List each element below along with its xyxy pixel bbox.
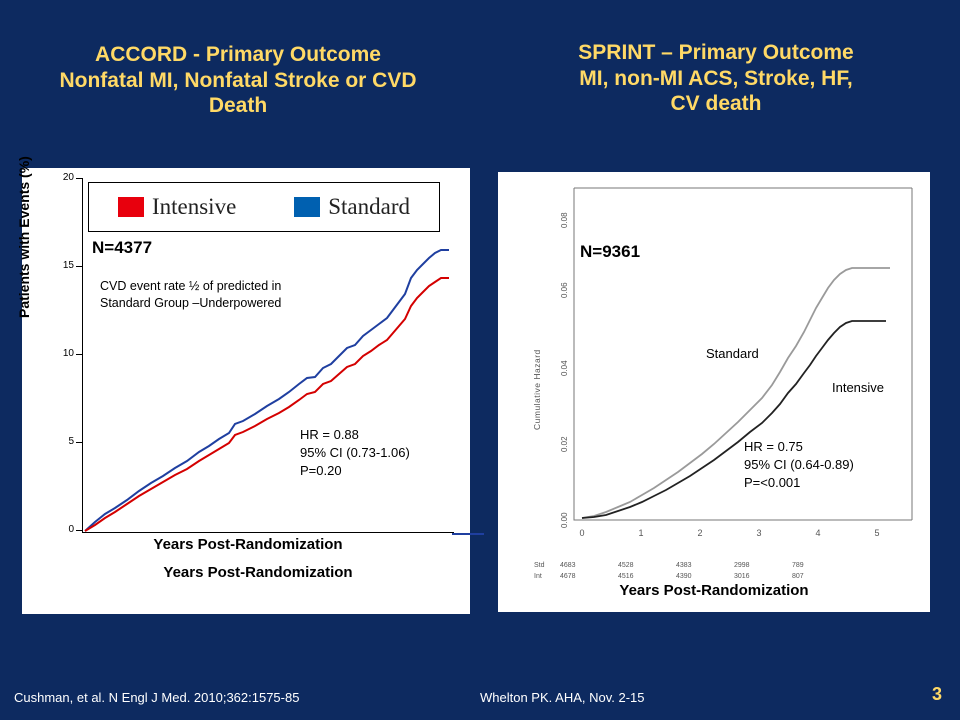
accord-title-line2: Nonfatal MI, Nonfatal Stroke or CVD [59, 68, 417, 92]
sprint-ytick-004: 0.04 [560, 360, 569, 376]
sprint-x-axis-label: Years Post-Randomization [619, 582, 809, 599]
accord-legend-label-standard: Standard [328, 194, 410, 219]
sprint-hr: HR = 0.75 [744, 439, 803, 454]
accord-legend-label-intensive: Intensive [151, 194, 237, 219]
sprint-ci: 95% CI (0.64-0.89) [744, 457, 854, 473]
sprint-plot-container [514, 180, 914, 580]
sprint-xtick-1: 1 [638, 528, 644, 538]
risk-int-4: 807 [792, 573, 804, 580]
risk-int-3: 3016 [734, 573, 750, 580]
risk-std-1: 4528 [618, 562, 634, 569]
sprint-ytick-006: 0.06 [560, 282, 569, 298]
sprint-curves [514, 180, 914, 548]
sprint-series-label-standard: Standard [706, 346, 759, 361]
accord-hr: HR = 0.88 [300, 427, 359, 442]
accord-ytick-10: 10 [62, 348, 74, 359]
slide-number: 3 [931, 684, 942, 704]
accord-ytick-5: 5 [68, 436, 74, 447]
accord-ytick-0: 0 [68, 524, 74, 535]
sprint-series-label-intensive: Intensive [832, 380, 885, 395]
accord-legend [88, 182, 440, 232]
citation-accord: Cushman, et al. N Engl J Med. 2010;362:1575-85 [14, 690, 300, 705]
risk-int-0: 4678 [560, 573, 576, 580]
risk-std-4: 789 [792, 562, 804, 569]
accord-x-axis-label: Years Post-Randomization [153, 536, 343, 553]
sprint-title-line1: SPRINT – Primary Outcome [578, 41, 854, 64]
sprint-ytick-002: 0.02 [560, 436, 569, 452]
accord-note-line2: Standard Group –Underpowered [100, 295, 282, 310]
accord-note-line1: CVD event rate ½ of predicted in [100, 279, 282, 293]
risk-row-key-int: Int [534, 573, 542, 580]
sprint-n-label: N=9361 [580, 242, 641, 261]
intensive-color-swatch-icon [118, 197, 144, 217]
accord-ytick-20: 20 [62, 172, 74, 183]
accord-pvalue: P=0.20 [300, 463, 342, 479]
sprint-pvalue: P=<0.001 [744, 475, 801, 491]
risk-row-key-std: Std [534, 562, 545, 569]
sprint-xtick-3: 3 [756, 528, 762, 538]
sprint-xtick-2: 2 [697, 528, 703, 538]
sprint-stats [744, 438, 854, 493]
accord-ytick-15: 15 [62, 260, 74, 271]
risk-int-2: 4390 [676, 573, 692, 580]
sprint-chart-panel [498, 172, 930, 612]
sprint-xtick-0: 0 [579, 528, 585, 538]
sprint-title-line2: MI, non-MI ACS, Stroke, HF, [579, 66, 853, 90]
risk-std-0: 4683 [560, 562, 576, 569]
accord-axis-extension [452, 533, 484, 535]
accord-note [100, 278, 360, 312]
sprint-xtick-5: 5 [874, 528, 880, 538]
sprint-title-line3: CV death [670, 92, 762, 116]
accord-stats [300, 426, 410, 481]
accord-y-axis-label: Patients with Events (%) [16, 156, 32, 318]
risk-std-2: 4383 [676, 562, 692, 569]
standard-color-swatch-icon [294, 197, 320, 217]
sprint-ytick-000: 0.00 [560, 512, 569, 528]
sprint-ytick-008: 0.08 [560, 212, 569, 228]
citation-sprint: Whelton PK. AHA, Nov. 2-15 [480, 690, 645, 705]
accord-n-label: N=4377 [92, 238, 153, 257]
accord-ci: 95% CI (0.73-1.06) [300, 445, 410, 461]
sprint-title [496, 40, 936, 117]
accord-legend-item-standard [294, 194, 410, 220]
risk-std-3: 2998 [734, 562, 750, 569]
risk-int-1: 4516 [618, 573, 634, 580]
accord-title-line3: Death [208, 94, 268, 118]
accord-intensive-curve [85, 278, 449, 531]
sprint-xtick-4: 4 [815, 528, 821, 538]
sprint-numbers-at-risk-table [534, 562, 934, 584]
table-row [534, 562, 934, 573]
accord-title-line1: ACCORD - Primary Outcome [95, 43, 381, 66]
accord-chart-panel [16, 156, 470, 614]
sprint-y-axis-label: Cumulative Hazard [532, 349, 542, 430]
accord-title [8, 42, 468, 119]
accord-x-axis-label-duplicate: Years Post-Randomization [163, 564, 353, 581]
accord-legend-item-intensive [118, 194, 236, 220]
